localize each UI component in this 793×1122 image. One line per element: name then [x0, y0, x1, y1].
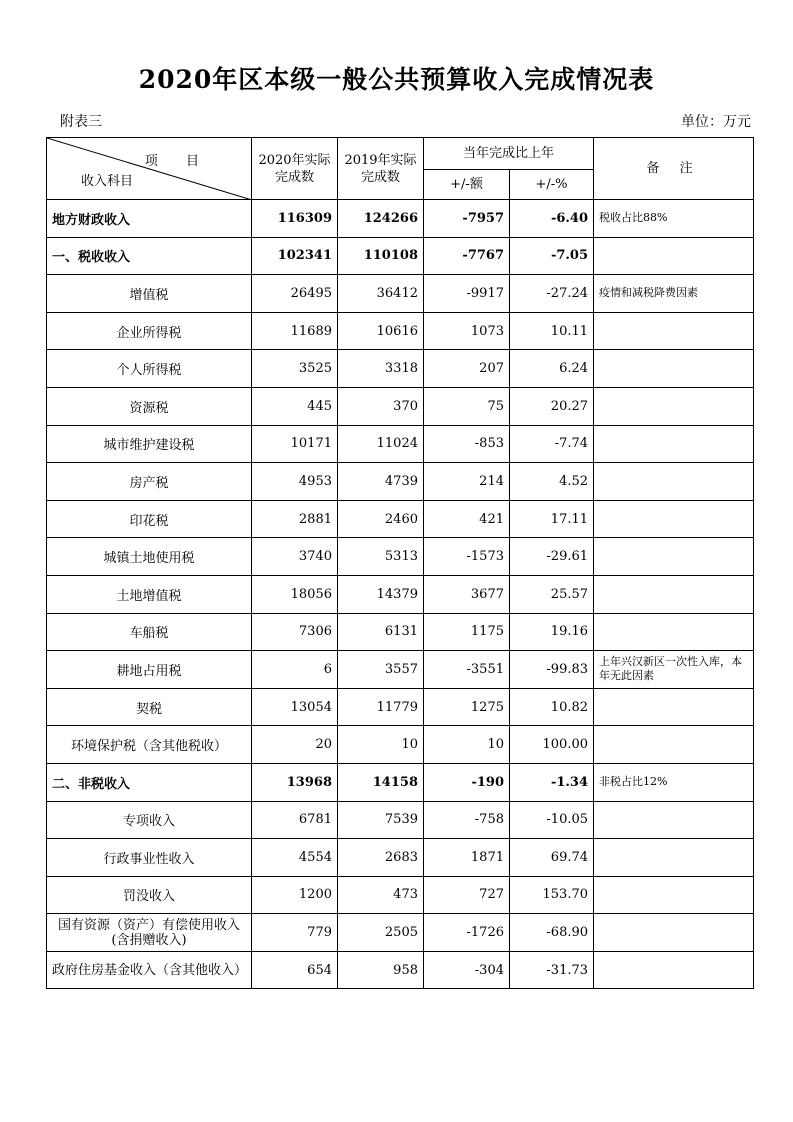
diff-pct-cell: -6.40: [510, 200, 594, 238]
table-row: [47, 312, 754, 350]
value-2020-cell: 7306: [252, 613, 338, 651]
value-2019-cell: 14379: [338, 575, 424, 613]
budget-table: [46, 137, 754, 989]
value-2020-cell: 20: [252, 726, 338, 764]
diff-amount-cell: 214: [424, 463, 510, 501]
value-2019-cell: 370: [338, 387, 424, 425]
diff-amount-cell: -7957: [424, 200, 510, 238]
value-2019-cell: 2683: [338, 839, 424, 877]
value-2020-cell: 3740: [252, 538, 338, 576]
item-cell: 国有资源（资产）有偿使用收入(含捐赠收入): [47, 914, 252, 952]
value-2020-cell: 1200: [252, 876, 338, 914]
value-2019-cell: 110108: [338, 237, 424, 275]
value-2019-cell: 36412: [338, 275, 424, 313]
remark-cell: 疫情和减税降费因素: [594, 275, 754, 313]
item-cell: 城市维护建设税: [47, 425, 252, 463]
item-cell: 车船税: [47, 613, 252, 651]
diff-pct-cell: -68.90: [510, 914, 594, 952]
diff-amount-cell: 75: [424, 387, 510, 425]
value-2019-cell: 3318: [338, 350, 424, 388]
value-2020-cell: 445: [252, 387, 338, 425]
diff-pct-cell: 4.52: [510, 463, 594, 501]
remark-cell: [594, 575, 754, 613]
table-row: [47, 275, 754, 313]
diff-pct-cell: -10.05: [510, 801, 594, 839]
value-2019-cell: 10: [338, 726, 424, 764]
diff-amount-cell: -7767: [424, 237, 510, 275]
value-2019-cell: 14158: [338, 763, 424, 801]
table-row: [47, 726, 754, 764]
diff-pct-cell: -27.24: [510, 275, 594, 313]
remark-cell: [594, 387, 754, 425]
table-row: [47, 425, 754, 463]
diag-header-bottom: 收入科目: [81, 174, 134, 189]
table-row: [47, 200, 754, 238]
item-cell: 地方财政收入: [47, 200, 252, 238]
table-row: [47, 538, 754, 576]
item-cell: 土地增值税: [47, 575, 252, 613]
remark-cell: [594, 876, 754, 914]
value-2020-cell: 102341: [252, 237, 338, 275]
diff-pct-cell: 17.11: [510, 500, 594, 538]
diff-amount-cell: -190: [424, 763, 510, 801]
header-2019: 2019年实际完成数: [338, 138, 424, 200]
diff-amount-cell: 3677: [424, 575, 510, 613]
item-cell: 政府住房基金收入（含其他收入）: [47, 951, 252, 989]
item-cell: 二、非税收入: [47, 763, 252, 801]
diff-amount-cell: 1073: [424, 312, 510, 350]
value-2020-cell: 2881: [252, 500, 338, 538]
value-2020-cell: 13968: [252, 763, 338, 801]
table-row: [47, 463, 754, 501]
value-2020-cell: 13054: [252, 688, 338, 726]
value-2019-cell: 2505: [338, 914, 424, 952]
value-2020-cell: 6781: [252, 801, 338, 839]
diff-amount-cell: -3551: [424, 651, 510, 689]
diff-pct-cell: -1.34: [510, 763, 594, 801]
diff-pct-cell: 10.11: [510, 312, 594, 350]
table-row: [47, 801, 754, 839]
header-row: [47, 138, 754, 170]
diagonal-header-cell: [47, 138, 252, 200]
diff-pct-cell: 6.24: [510, 350, 594, 388]
diff-pct-cell: -7.74: [510, 425, 594, 463]
header-2020: 2020年实际完成数: [252, 138, 338, 200]
value-2019-cell: 10616: [338, 312, 424, 350]
header-remark: 备 注: [594, 138, 754, 200]
table-row: [47, 237, 754, 275]
item-cell: 契税: [47, 688, 252, 726]
table-row: [47, 613, 754, 651]
remark-cell: [594, 688, 754, 726]
item-cell: 罚没收入: [47, 876, 252, 914]
remark-cell: [594, 951, 754, 989]
table-body: [47, 200, 754, 989]
item-cell: 资源税: [47, 387, 252, 425]
diff-amount-cell: 1175: [424, 613, 510, 651]
diff-pct-cell: 69.74: [510, 839, 594, 877]
remark-cell: 非税占比12%: [594, 763, 754, 801]
header-compare: 当年完成比上年: [424, 138, 594, 170]
diag-header-top: 项 目: [144, 154, 211, 169]
diff-amount-cell: 207: [424, 350, 510, 388]
item-cell: 行政事业性收入: [47, 839, 252, 877]
diff-pct-cell: -99.83: [510, 651, 594, 689]
item-cell: 增值税: [47, 275, 252, 313]
table-row: [47, 876, 754, 914]
value-2020-cell: 654: [252, 951, 338, 989]
remark-cell: [594, 463, 754, 501]
remark-cell: [594, 500, 754, 538]
item-cell: 耕地占用税: [47, 651, 252, 689]
diff-pct-cell: -31.73: [510, 951, 594, 989]
table-row: [47, 387, 754, 425]
diff-amount-cell: 727: [424, 876, 510, 914]
value-2020-cell: 779: [252, 914, 338, 952]
table-row: [47, 575, 754, 613]
value-2019-cell: 473: [338, 876, 424, 914]
remark-cell: [594, 726, 754, 764]
value-2019-cell: 11024: [338, 425, 424, 463]
diff-amount-cell: -304: [424, 951, 510, 989]
remark-cell: [594, 839, 754, 877]
diff-amount-cell: -1726: [424, 914, 510, 952]
table-row: [47, 951, 754, 989]
remark-cell: [594, 613, 754, 651]
diff-pct-cell: 153.70: [510, 876, 594, 914]
remark-cell: [594, 237, 754, 275]
diff-amount-cell: 1275: [424, 688, 510, 726]
diff-pct-cell: 20.27: [510, 387, 594, 425]
unit-label: 单位：万元: [681, 114, 751, 130]
item-cell: 专项收入: [47, 801, 252, 839]
value-2020-cell: 4953: [252, 463, 338, 501]
diff-amount-cell: 1871: [424, 839, 510, 877]
value-2019-cell: 4739: [338, 463, 424, 501]
value-2019-cell: 3557: [338, 651, 424, 689]
item-cell: 一、税收收入: [47, 237, 252, 275]
value-2020-cell: 3525: [252, 350, 338, 388]
diff-pct-cell: -29.61: [510, 538, 594, 576]
table-row: [47, 500, 754, 538]
diff-amount-cell: -9917: [424, 275, 510, 313]
diff-pct-cell: 100.00: [510, 726, 594, 764]
remark-cell: 税收占比88%: [594, 200, 754, 238]
table-row: [47, 350, 754, 388]
item-cell: 房产税: [47, 463, 252, 501]
diff-amount-cell: -1573: [424, 538, 510, 576]
remark-cell: 上年兴汉新区一次性入库，本年无此因素: [594, 651, 754, 689]
value-2020-cell: 6: [252, 651, 338, 689]
diff-pct-cell: 25.57: [510, 575, 594, 613]
value-2019-cell: 11779: [338, 688, 424, 726]
value-2020-cell: 10171: [252, 425, 338, 463]
value-2020-cell: 18056: [252, 575, 338, 613]
value-2019-cell: 958: [338, 951, 424, 989]
remark-cell: [594, 801, 754, 839]
attachment-label: 附表三: [60, 114, 102, 130]
header-diff-pct: +/-%: [510, 170, 594, 200]
value-2019-cell: 7539: [338, 801, 424, 839]
value-2020-cell: 4554: [252, 839, 338, 877]
remark-cell: [594, 350, 754, 388]
table-row: [47, 763, 754, 801]
diff-amount-cell: 10: [424, 726, 510, 764]
table-row: [47, 688, 754, 726]
remark-cell: [594, 312, 754, 350]
table-row: [47, 651, 754, 689]
item-cell: 个人所得税: [47, 350, 252, 388]
value-2020-cell: 11689: [252, 312, 338, 350]
diff-pct-cell: -7.05: [510, 237, 594, 275]
diff-amount-cell: 421: [424, 500, 510, 538]
value-2019-cell: 5313: [338, 538, 424, 576]
diff-pct-cell: 19.16: [510, 613, 594, 651]
remark-cell: [594, 425, 754, 463]
item-cell: 城镇土地使用税: [47, 538, 252, 576]
value-2019-cell: 6131: [338, 613, 424, 651]
value-2020-cell: 116309: [252, 200, 338, 238]
page-title: 2020年区本级一般公共预算收入完成情况表: [138, 65, 655, 94]
item-cell: 环境保护税（含其他税收）: [47, 726, 252, 764]
diff-amount-cell: -853: [424, 425, 510, 463]
remark-cell: [594, 914, 754, 952]
value-2019-cell: 124266: [338, 200, 424, 238]
remark-cell: [594, 538, 754, 576]
diff-pct-cell: 10.82: [510, 688, 594, 726]
item-cell: 企业所得税: [47, 312, 252, 350]
table-row: [47, 914, 754, 952]
value-2020-cell: 26495: [252, 275, 338, 313]
diff-amount-cell: -758: [424, 801, 510, 839]
table-row: [47, 839, 754, 877]
value-2019-cell: 2460: [338, 500, 424, 538]
item-cell: 印花税: [47, 500, 252, 538]
header-diff-amount: +/-额: [424, 170, 510, 200]
